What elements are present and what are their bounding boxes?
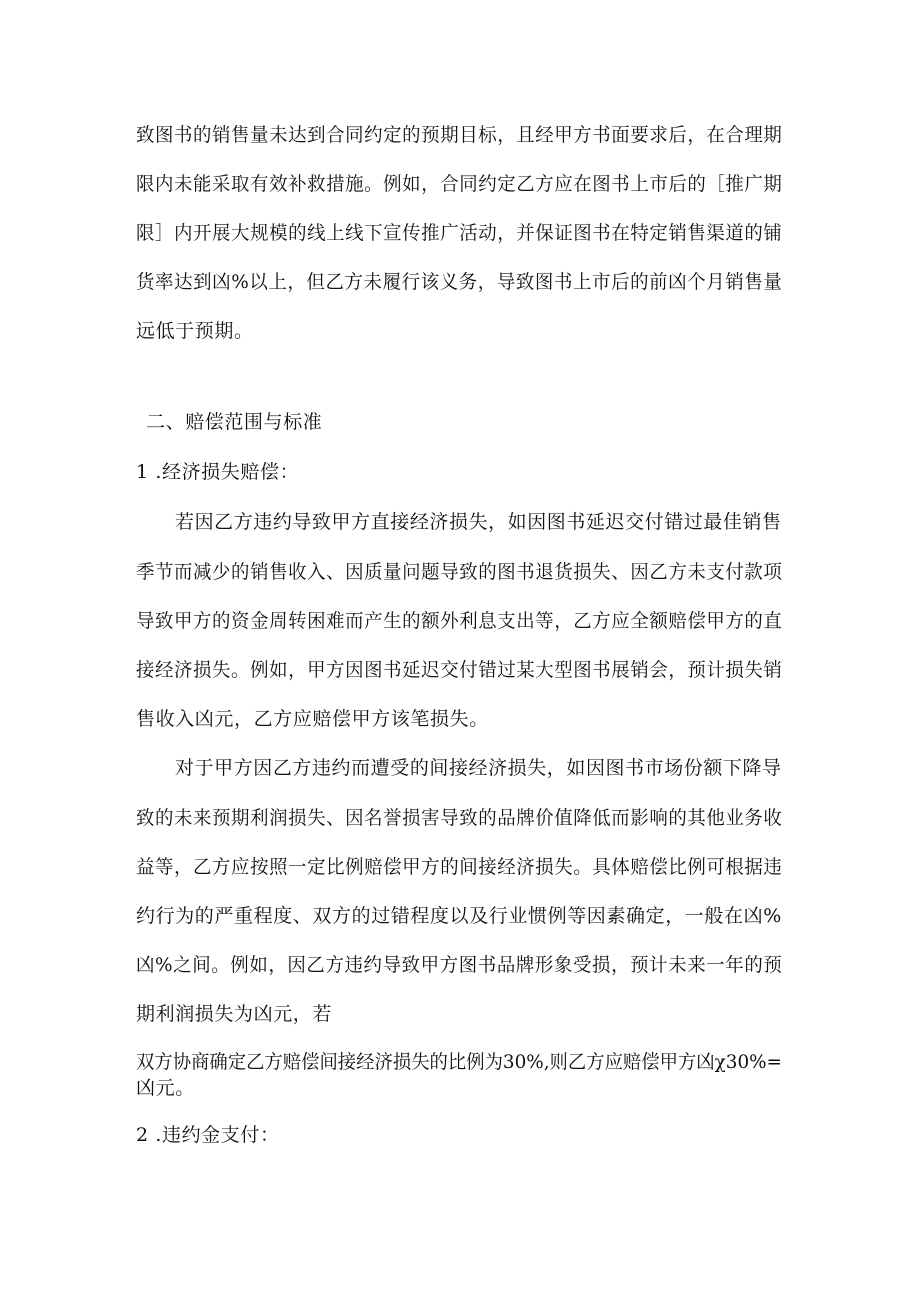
paragraph-2-line-4: 接经济损失。例如，甲方因图书延迟交付错过某大型图书展销会，预计损失销 xyxy=(136,659,783,681)
paragraph-3-line-3: 益等，乙方应按照一定比例赔偿甲方的间接经济损失。具体赔偿比例可根据违 xyxy=(136,856,783,878)
paragraph-2-line-1: 若因乙方违约导致甲方直接经济损失，如因图书延迟交付错过最佳销售 xyxy=(175,511,782,533)
paragraph-3-line-6: 期利润损失为凶元，若 xyxy=(136,1003,333,1025)
section-heading: 二、赔偿范围与标准 xyxy=(146,411,323,433)
paragraph-1-line-4: 货率达到凶%以上，但乙方未履行该义务，导致图书上市后的前凶个月销售量 xyxy=(136,271,783,293)
paragraph-1-line-5: 远低于预期。 xyxy=(136,320,254,342)
paragraph-1-line-3: 限］内开展大规模的线上线下宣传推广活动，并保证图书在特定销售渠道的铺 xyxy=(136,222,783,244)
item-2-title: 2 .违约金支付： xyxy=(136,1124,280,1146)
paragraph-3-line-1: 对于甲方因乙方违约而遭受的间接经济损失，如因图书市场份额下降导 xyxy=(175,757,782,779)
paragraph-3-line-4: 约行为的严重程度、双方的过错程度以及行业惯例等因素确定，一般在凶% xyxy=(136,905,782,927)
paragraph-1-line-2: 限内未能采取有效补救措施。例如，合同约定乙方应在图书上市后的［推广期 xyxy=(136,173,783,195)
paragraph-3-line-2: 致的未来预期利润损失、因名誉损害导致的品牌价值降低而影响的其他业务收 xyxy=(136,807,783,829)
paragraph-2-line-5: 售收入凶元，乙方应赔偿甲方该笔损失。 xyxy=(136,708,489,730)
paragraph-1-line-1: 致图书的销售量未达到合同约定的预期目标，且经甲方书面要求后，在合理期 xyxy=(136,124,783,146)
paragraph-2-line-2: 季节而减少的销售收入、因质量问题导致的图书退货损失、因乙方未支付款项 xyxy=(136,561,783,583)
paragraph-4-line-1: 双方协商确定乙方赔偿间接经济损失的比例为30%,则乙方应赔偿甲方凶χ30%= xyxy=(136,1051,782,1073)
paragraph-4-line-2: 凶元。 xyxy=(136,1077,195,1099)
paragraph-2-line-3: 导致甲方的资金周转困难而产生的额外利息支出等，乙方应全额赔偿甲方的直 xyxy=(136,610,783,632)
paragraph-3-line-5: 凶%之间。例如，因乙方违约导致甲方图书品牌形象受损，预计未来一年的预 xyxy=(136,954,783,976)
item-1-title: 1 .经济损失赔偿： xyxy=(136,461,300,483)
